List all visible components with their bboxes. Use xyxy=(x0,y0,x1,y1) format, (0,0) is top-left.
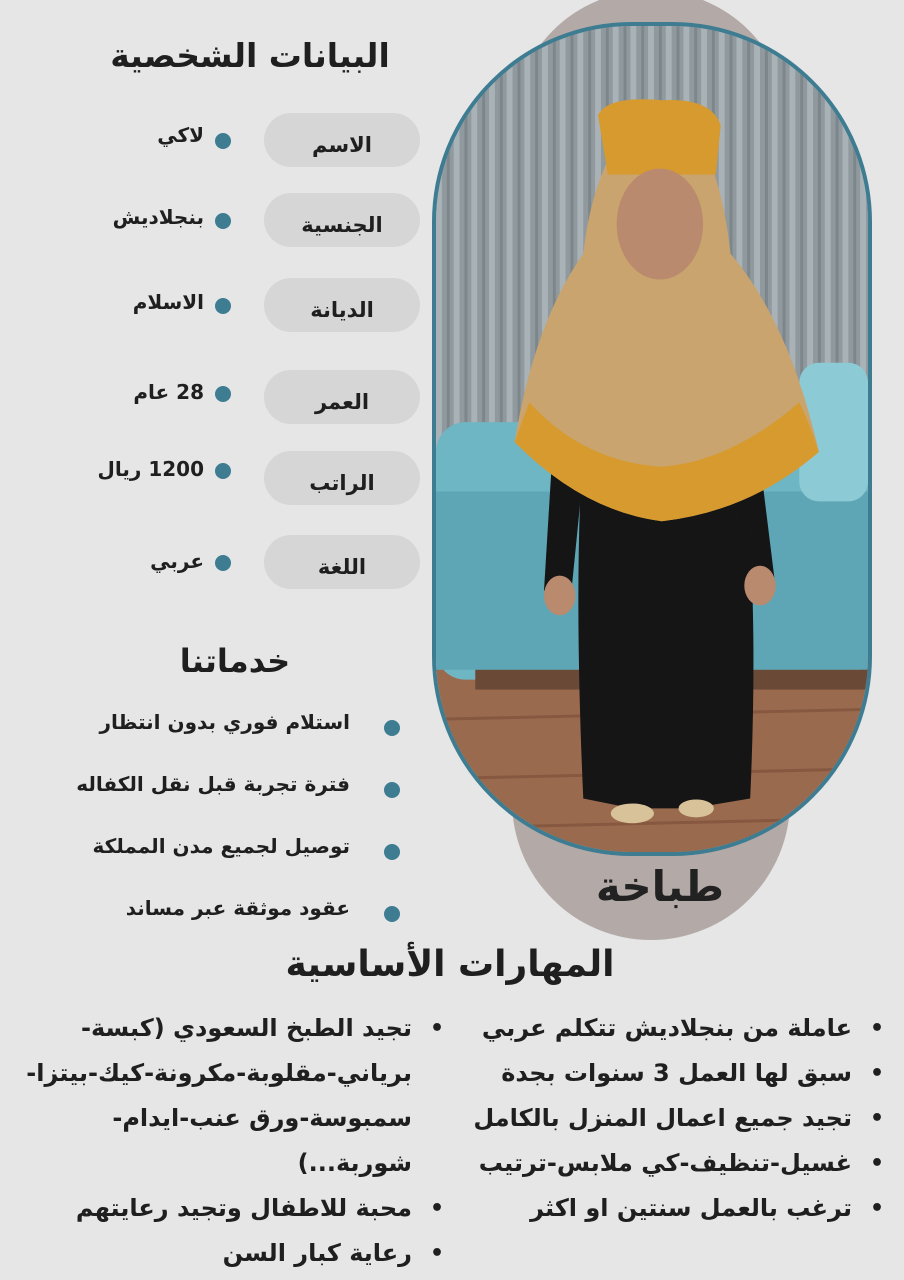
bullet-icon: • xyxy=(429,1241,444,1266)
bullet-dot-icon xyxy=(384,720,400,736)
services-heading: خدماتنا xyxy=(179,642,291,680)
bullet-icon: • xyxy=(869,1196,884,1221)
skill-item-text: تجيد جميع اعمال المنزل بالكامل xyxy=(473,1104,852,1132)
skills-heading: المهارات الأساسية xyxy=(285,944,615,985)
service-item xyxy=(30,896,410,930)
info-label-name: الاسم xyxy=(264,113,420,167)
info-label-religion: الديانة xyxy=(264,278,420,332)
skill-item-text: سبق لها العمل 3 سنوات بجدة xyxy=(501,1059,852,1087)
skill-item xyxy=(10,1186,450,1231)
service-item-text: عقود موثقة عبر مساند xyxy=(125,896,350,920)
worker-photo-illustration xyxy=(436,26,868,852)
info-value-age: 28 عام xyxy=(133,380,204,404)
skill-item xyxy=(10,1231,450,1276)
bullet-icon: • xyxy=(429,1016,444,1041)
bullet-icon: • xyxy=(869,1016,884,1041)
info-row-age xyxy=(0,370,440,426)
bullet-dot-icon xyxy=(384,844,400,860)
service-item xyxy=(30,834,410,868)
personal-info-heading: البيانات الشخصية xyxy=(110,36,390,75)
info-value-language: عربي xyxy=(150,549,204,573)
bullet-dot-icon xyxy=(215,133,231,149)
info-value-name: لاكي xyxy=(157,123,204,147)
info-row-salary xyxy=(0,451,440,507)
bullet-dot-icon xyxy=(215,298,231,314)
skill-item xyxy=(10,1006,450,1186)
bullet-dot-icon xyxy=(215,555,231,571)
info-value-nationality: بنجلاديش xyxy=(112,205,204,229)
skill-item-text: عاملة من بنجلاديش تتكلم عربي xyxy=(481,1014,852,1042)
skill-item xyxy=(450,1051,890,1096)
skill-item-text: تجيد الطبخ السعودي (كبسة-برياني-مقلوبة-مكرونة-كيك-بيتزا-سمبوسة-ورق عنب-ايدام-شوربة...) xyxy=(26,1014,412,1177)
info-row-name xyxy=(0,113,440,169)
info-label-language: اللغة xyxy=(264,535,420,589)
worker-photo xyxy=(432,22,872,856)
info-value-salary: 1200 ريال xyxy=(97,457,204,481)
skill-item xyxy=(450,1141,890,1186)
skill-item xyxy=(450,1006,890,1051)
info-label-salary: الراتب xyxy=(264,451,420,505)
bullet-dot-icon xyxy=(384,782,400,798)
bullet-icon: • xyxy=(869,1061,884,1086)
info-row-religion xyxy=(0,278,440,334)
skill-item-text: رعاية كبار السن xyxy=(222,1239,412,1267)
service-item-text: توصيل لجميع مدن المملكة xyxy=(92,834,350,858)
info-value-religion: الاسلام xyxy=(132,290,204,314)
info-label-nationality: الجنسية xyxy=(264,193,420,247)
skills-list-right xyxy=(450,1006,890,1231)
bullet-icon: • xyxy=(429,1196,444,1221)
info-row-language xyxy=(0,535,440,591)
bullet-dot-icon xyxy=(384,906,400,922)
job-title: طباخة xyxy=(595,862,725,911)
service-item-text: فترة تجربة قبل نقل الكفاله xyxy=(76,772,350,796)
service-item-text: استلام فوري بدون انتظار xyxy=(99,710,350,734)
skill-item xyxy=(450,1186,890,1231)
skills-list-left xyxy=(10,1006,450,1276)
service-item xyxy=(30,710,410,744)
service-item xyxy=(30,772,410,806)
bullet-icon: • xyxy=(869,1151,884,1176)
bullet-dot-icon xyxy=(215,463,231,479)
bullet-dot-icon xyxy=(215,213,231,229)
info-label-age: العمر xyxy=(264,370,420,424)
skill-item-text: غسيل-تنظيف-كي ملابس-ترتيب xyxy=(478,1149,852,1177)
skill-item-text: محبة للاطفال وتجيد رعايتهم xyxy=(75,1194,412,1222)
skill-item xyxy=(450,1096,890,1141)
bullet-icon: • xyxy=(869,1106,884,1131)
skill-item-text: ترغب بالعمل سنتين او اكثر xyxy=(530,1194,852,1222)
info-row-nationality xyxy=(0,193,440,249)
bullet-dot-icon xyxy=(215,386,231,402)
